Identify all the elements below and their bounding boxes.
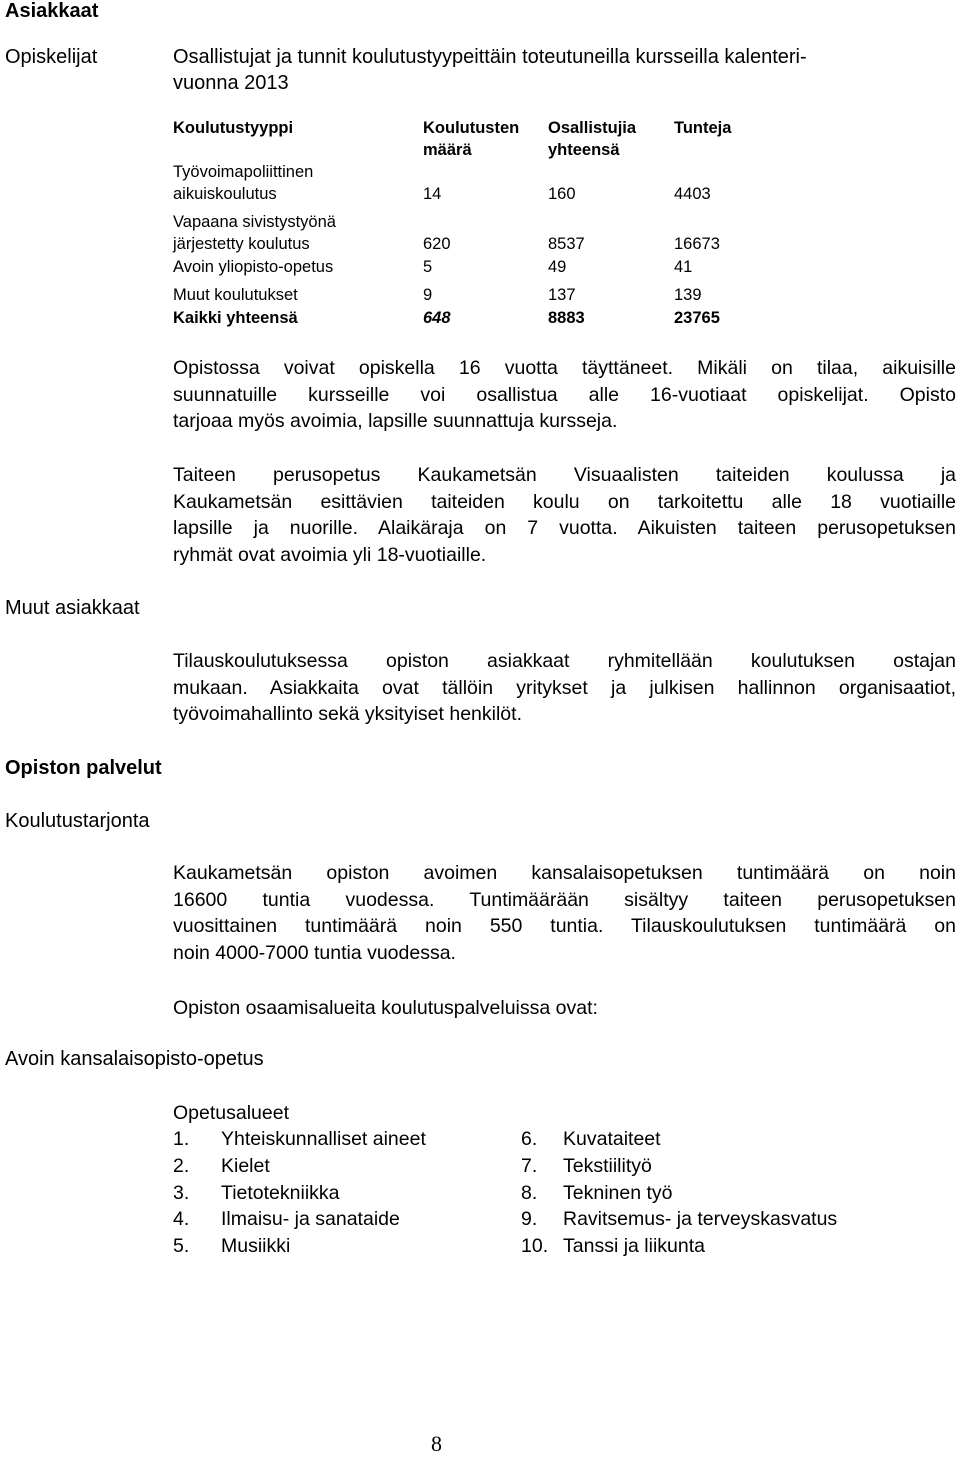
header-osallistujia-2: yhteensä <box>548 141 620 159</box>
list-item-number: 3. <box>173 1182 190 1204</box>
list-item-label: Tekstiilityö <box>563 1155 652 1177</box>
label-opiskelijat: Opiskelijat <box>5 46 98 68</box>
row4-participants: 137 <box>548 286 576 304</box>
row3-name: Avoin yliopisto-opetus <box>173 258 334 276</box>
p1-line1: Opistossa voivat opiskella 16 vuotta täyttäneet. Mikäli on tilaa, aikuisille <box>173 357 956 379</box>
row2-name-line1: Vapaana sivistystyönä <box>173 213 336 231</box>
list-item <box>521 1126 661 1153</box>
header-tunteja: Tunteja <box>674 119 732 137</box>
total-name: Kaikki yhteensä <box>173 309 298 327</box>
list-item-label: Ilmaisu- ja sanataide <box>221 1208 400 1230</box>
list-item-label: Ravitsemus- ja terveyskasvatus <box>563 1208 838 1230</box>
row4-count: 9 <box>423 286 433 304</box>
p3-line1: Tilauskoulutuksessa opiston asiakkaat ryhmitellään koulutuksen ostajan <box>173 650 956 672</box>
table-title-line1: Osallistujat ja tunnit koulutustyypeittäin toteutuneilla kursseilla kalenteri- <box>173 46 807 68</box>
p3-line2: mukaan. Asiakkaita ovat tällöin yritykset ja julkisen hallinnon organisaatiot, <box>173 676 956 699</box>
table-title-line2: vuonna 2013 <box>173 72 289 94</box>
total-count: 648 <box>423 309 451 327</box>
p4-line3: vuosittainen tuntimäärä noin 550 tuntia. Tilauskoulutuksen tuntimäärä on <box>173 915 956 938</box>
row2-name-line2: järjestetty koulutus <box>173 235 310 253</box>
subjects-heading: Opetusalueet <box>173 1102 290 1124</box>
page-number: 8 <box>431 1431 442 1456</box>
label-koulutustarjonta: Koulutustarjonta <box>5 810 150 832</box>
row4-hours: 139 <box>674 286 702 304</box>
paragraph-art-education <box>173 462 956 568</box>
list-item <box>521 1206 837 1233</box>
list-item-label: Yhteiskunnalliset aineet <box>221 1128 426 1150</box>
list-item <box>521 1233 705 1260</box>
row1-name-line1: Työvoimapoliittinen <box>173 163 314 181</box>
list-item-label: Kielet <box>221 1155 270 1177</box>
label-opiston-palvelut: Opiston palvelut <box>5 757 162 779</box>
label-avoin-kansalaisopisto: Avoin kansalaisopisto-opetus <box>5 1048 264 1070</box>
total-participants: 8883 <box>548 309 585 327</box>
list-item <box>173 1180 340 1207</box>
p3-line3: työvoimahallinto sekä yksityiset henkilöt. <box>173 703 522 726</box>
list-item <box>521 1153 652 1180</box>
list-item <box>173 1206 400 1233</box>
list-item-number: 1. <box>173 1128 190 1150</box>
list-item-number: 8. <box>521 1182 538 1204</box>
header-osallistujia-1: Osallistujia <box>548 119 637 137</box>
p5-line1: Opiston osaamisalueita koulutuspalveluissa ovat: <box>173 997 598 1019</box>
row2-hours: 16673 <box>674 235 720 253</box>
list-item <box>173 1153 270 1180</box>
list-item-label: Tietotekniikka <box>221 1182 340 1204</box>
list-item <box>521 1180 673 1207</box>
p4-line2: 16600 tuntia vuodessa. Tuntimäärään sisältyy taiteen perusopetuksen <box>173 888 956 911</box>
p2-line4: ryhmät ovat avoimia yli 18-vuotiaille. <box>173 543 487 566</box>
list-item-number: 6. <box>521 1128 538 1150</box>
row1-count: 14 <box>423 185 442 203</box>
p2-line1: Taiteen perusopetus Kaukametsän Visuaalisten taiteiden koulussa ja <box>173 464 956 486</box>
header-koulutustyyppi: Koulutustyyppi <box>173 119 294 137</box>
header-koulutusten-2: määrä <box>423 141 472 159</box>
list-item-number: 2. <box>173 1155 190 1177</box>
row2-participants: 8537 <box>548 235 585 253</box>
row3-participants: 49 <box>548 258 567 276</box>
p2-line3: lapsille ja nuorille. Alaikäraja on 7 vuotta. Aikuisten taiteen perusopetuksen <box>173 517 956 540</box>
row2-count: 620 <box>423 235 451 253</box>
p2-line2: Kaukametsän esittävien taiteiden koulu on tarkoitettu alle 18 vuotiaille <box>173 490 956 513</box>
paragraph-competence-areas <box>173 995 956 1022</box>
paragraph-hours <box>173 860 956 966</box>
list-item-number: 5. <box>173 1235 190 1257</box>
list-item-label: Kuvataiteet <box>563 1128 661 1150</box>
row1-hours: 4403 <box>674 185 711 203</box>
row1-participants: 160 <box>548 185 576 203</box>
list-item <box>173 1126 426 1153</box>
p1-line2: suunnatuille kursseille voi osallistua alle 16-vuotiaat opiskelijat. Opisto <box>173 383 956 406</box>
list-item-label: Musiikki <box>221 1235 291 1257</box>
list-item <box>173 1233 290 1260</box>
paragraph-age-limits <box>173 355 956 435</box>
row3-hours: 41 <box>674 258 693 276</box>
list-item-number: 10. <box>521 1235 549 1257</box>
header-koulutusten-1: Koulutusten <box>423 119 520 137</box>
total-hours: 23765 <box>674 309 720 327</box>
row3-count: 5 <box>423 258 433 276</box>
p4-line1: Kaukametsän opiston avoimen kansalaisopetuksen tuntimäärä on noin <box>173 862 956 884</box>
section-heading: Asiakkaat <box>5 0 99 22</box>
list-item-label: Tekninen työ <box>563 1182 673 1204</box>
p4-line4: noin 4000-7000 tuntia vuodessa. <box>173 941 456 964</box>
list-item-number: 4. <box>173 1208 190 1230</box>
list-item-number: 7. <box>521 1155 538 1177</box>
row4-name: Muut koulutukset <box>173 286 298 304</box>
row1-name-line2: aikuiskoulutus <box>173 185 277 203</box>
p1-line3: tarjoaa myös avoimia, lapsille suunnattuja kursseja. <box>173 410 618 433</box>
label-muut-asiakkaat: Muut asiakkaat <box>5 597 140 619</box>
list-item-number: 9. <box>521 1208 538 1230</box>
list-item-label: Tanssi ja liikunta <box>563 1235 705 1257</box>
paragraph-commissioned-training <box>173 648 956 728</box>
